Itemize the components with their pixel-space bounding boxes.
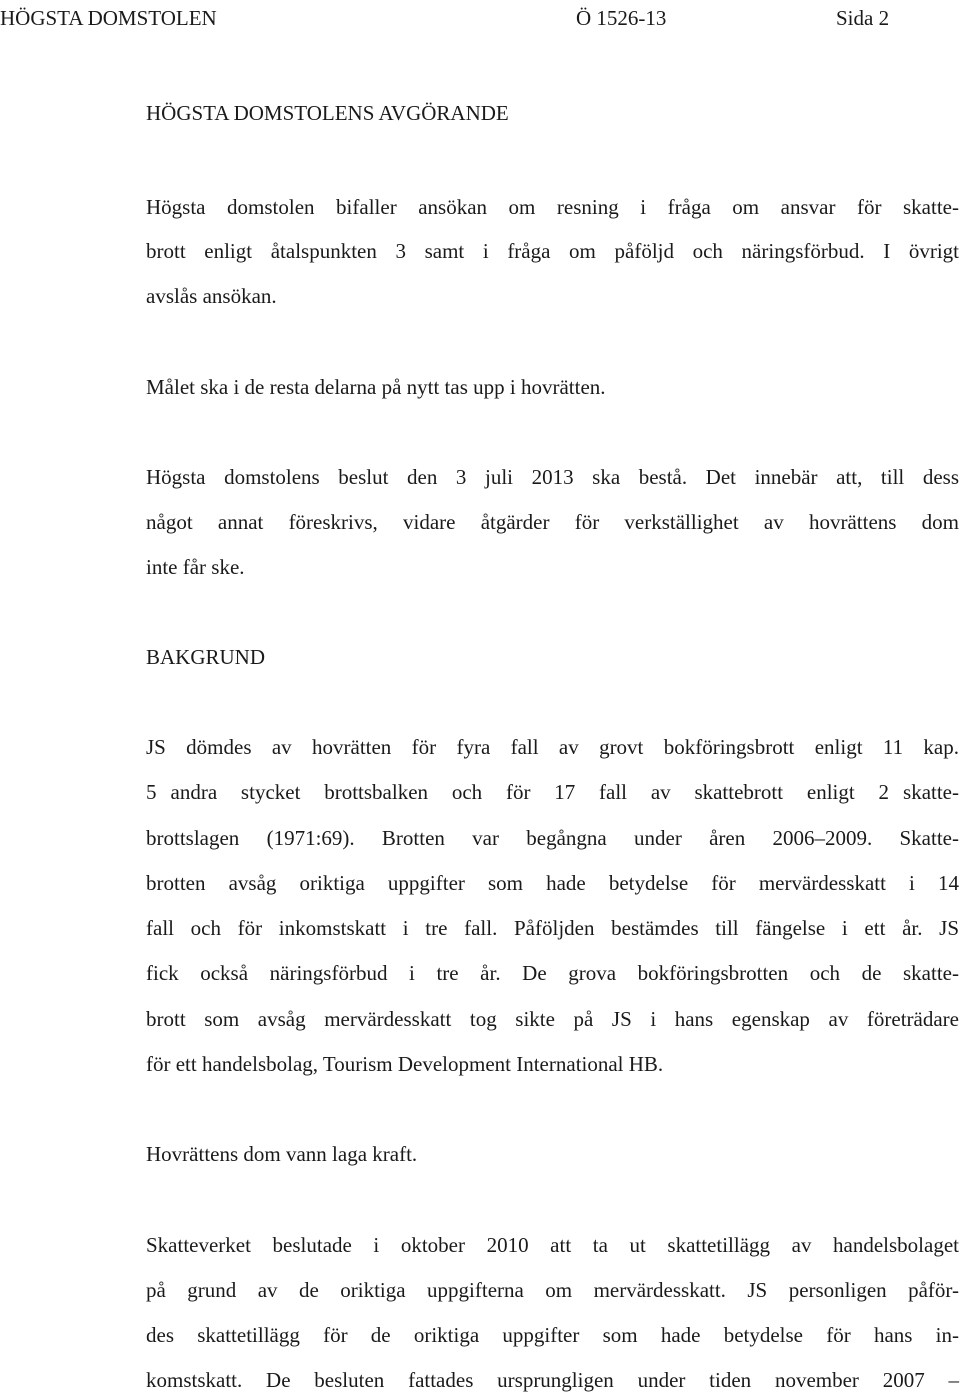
background-line-2 [146, 778, 959, 806]
order-line-1: Högsta domstolens beslut den 3 juli 2013 ska bestå. Det innebär att, till dess [146, 465, 959, 489]
decision-line-2: brott enligt åtalspunkten 3 samt i fråga om påföljd och näringsförbud. I övrigt [146, 239, 959, 263]
background-line-8: för ett handelsbolag, Tourism Development International HB. [146, 1052, 664, 1076]
case-number: Ö 1526-13 [576, 6, 667, 30]
court-name: HÖGSTA DOMSTOLEN [0, 6, 217, 30]
decision-line-3: avslås ansökan. [146, 284, 277, 308]
chapter-number: 5 [146, 780, 157, 804]
background-title: BAKGRUND [146, 645, 266, 669]
retrial-paragraph: Målet ska i de resta delarna på nytt tas upp i hovrätten. [146, 375, 606, 399]
decision-line-1: Högsta domstolen bifaller ansökan om resning i fråga om ansvar för skatte- [146, 195, 959, 219]
order-line-2: något annat föreskrivs, vidare åtgärder för verkställighet av hovrättens dom [146, 510, 959, 534]
page-number: Sida 2 [836, 6, 890, 30]
tax-agency-line-2: på grund av de oriktiga uppgifterna om mervärdesskatt. JS personligen påför- [146, 1278, 959, 1302]
section-title: HÖGSTA DOMSTOLENS AVGÖRANDE [146, 101, 509, 125]
tax-agency-line-1: Skatteverket beslutade i oktober 2010 att ta ut skattetillägg av handelsbolaget [146, 1233, 959, 1257]
background-line-1: JS dömdes av hovrätten för fyra fall av grovt bokföringsbrott enligt 11 kap. [146, 735, 959, 759]
background-line-6: fick också näringsförbud i tre år. De grova bokföringsbrotten och de skatte- [146, 961, 959, 985]
tax-agency-line-3: des skattetillägg för de oriktiga uppgifter som hade betydelse för hans in- [146, 1323, 959, 1347]
tax-agency-line-4: komstskatt. De besluten fattades ursprungligen under tiden november 2007 – [146, 1368, 959, 1392]
background-line-7: brott som avsåg mervärdesskatt tog sikte på JS i hans egenskap av företrädare [146, 1007, 959, 1031]
background-line-2-end: skatte- [903, 780, 959, 804]
page-header [0, 4, 960, 32]
background-line-2-middle: andra stycket brottsbalken och för 17 fall av skattebrott enligt 2 [170, 780, 890, 804]
order-line-3: inte får ske. [146, 555, 245, 579]
background-line-5: fall och för inkomstskatt i tre fall. Påföljden bestämdes till fängelse i ett år. JS [146, 916, 959, 940]
background-line-3: brottslagen (1971:69). Brotten var begångna under åren 2006–2009. Skatte- [146, 826, 959, 850]
final-judgment-paragraph: Hovrättens dom vann laga kraft. [146, 1142, 418, 1166]
background-line-4: brotten avsåg oriktiga uppgifter som hade betydelse för mervärdesskatt i 14 [146, 871, 959, 895]
